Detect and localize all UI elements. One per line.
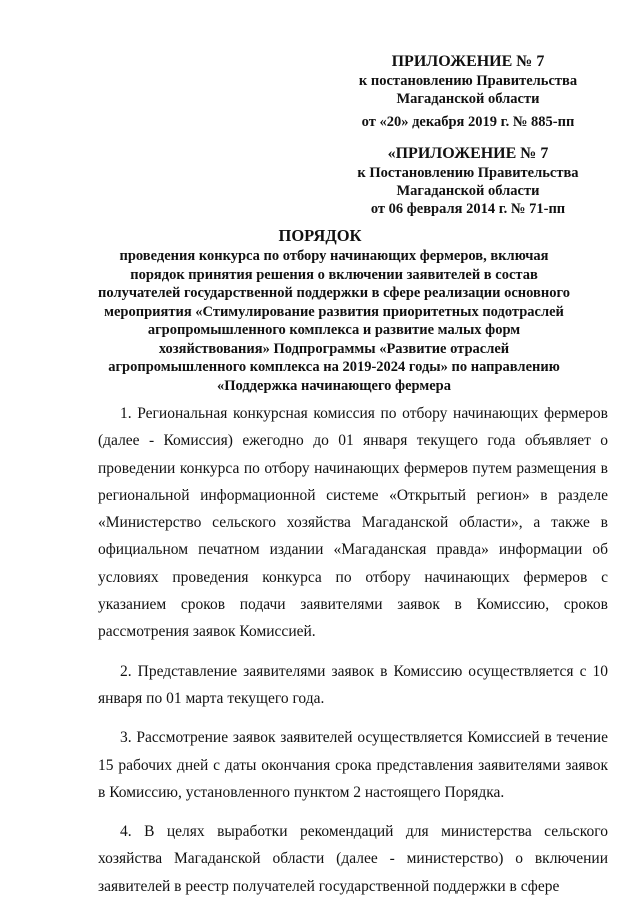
document-subtitle: проведения конкурса по отбору начинающих фермеров, включая порядок принятия решения о включении заявителей в состав получателей государственной поддержки в сфере реализации основного мероприятия «Стимулирование развития приоритетных подотраслей агропромышленного комплекса и развитие малых форм хозяйствования» Подпрограммы «Развитие отраслей агропромышленного комплекса на 2019-2024 годы» по направлению «Поддержка начинающего фермера: [98, 248, 570, 394]
document-title: ПОРЯДОК: [278, 226, 362, 245]
appendix-line: Магаданской области: [396, 183, 540, 199]
paragraph: 2. Представление заявителями заявок в Комиссию осуществляется с 10 января по 01 марта текущего года.: [98, 662, 608, 707]
paragraph: 4. В целях выработки рекомендаций для министерства сельского хозяйства Магаданской области (далее - министерство) о включении заявителей в реестр получателей государственной поддержки в сфере: [98, 823, 608, 895]
paragraph: 1. Региональная конкурсная комиссия по отбору начинающих фермеров (далее - Комиссия) ежегодно до 01 января текущего года объявляет о проведении конкурса по отбору начинающих фермеров путем размещения в региональной информационной системе «Открытый регион» в разделе «Министерство сельского хозяйства Магаданской области», а также в официальном печатном издании «Магаданская правда» информации об условиях проведения конкурса по отбору начинающих фермеров с указанием сроков подачи заявителями заявок в Комиссию, сроков рассмотрения заявок Комиссией.: [98, 405, 608, 641]
paragraph: 3. Рассмотрение заявок заявителей осуществляется Комиссией в течение 15 рабочих дней с даты окончания срока представления заявителями заявок в Комиссию, установленного пунктом 2 настоящего Порядка.: [98, 729, 608, 801]
appendix-date-line: от 06 февраля 2014 г. № 71-пп: [370, 201, 566, 217]
appendix-title: «ПРИЛОЖЕНИЕ № 7: [387, 145, 549, 162]
appendix-header-current: [318, 52, 618, 131]
appendix-line: Магаданской области: [396, 91, 540, 107]
appendix-line: к Постановлению Правительства: [357, 165, 579, 181]
appendix-date-line: от «20» декабря 2019 г. № 885-пп: [361, 114, 575, 130]
document-body: [98, 400, 608, 912]
appendix-line: к постановлению Правительства: [358, 73, 578, 89]
appendix-header-original: [318, 144, 618, 218]
appendix-title: ПРИЛОЖЕНИЕ № 7: [391, 53, 545, 70]
